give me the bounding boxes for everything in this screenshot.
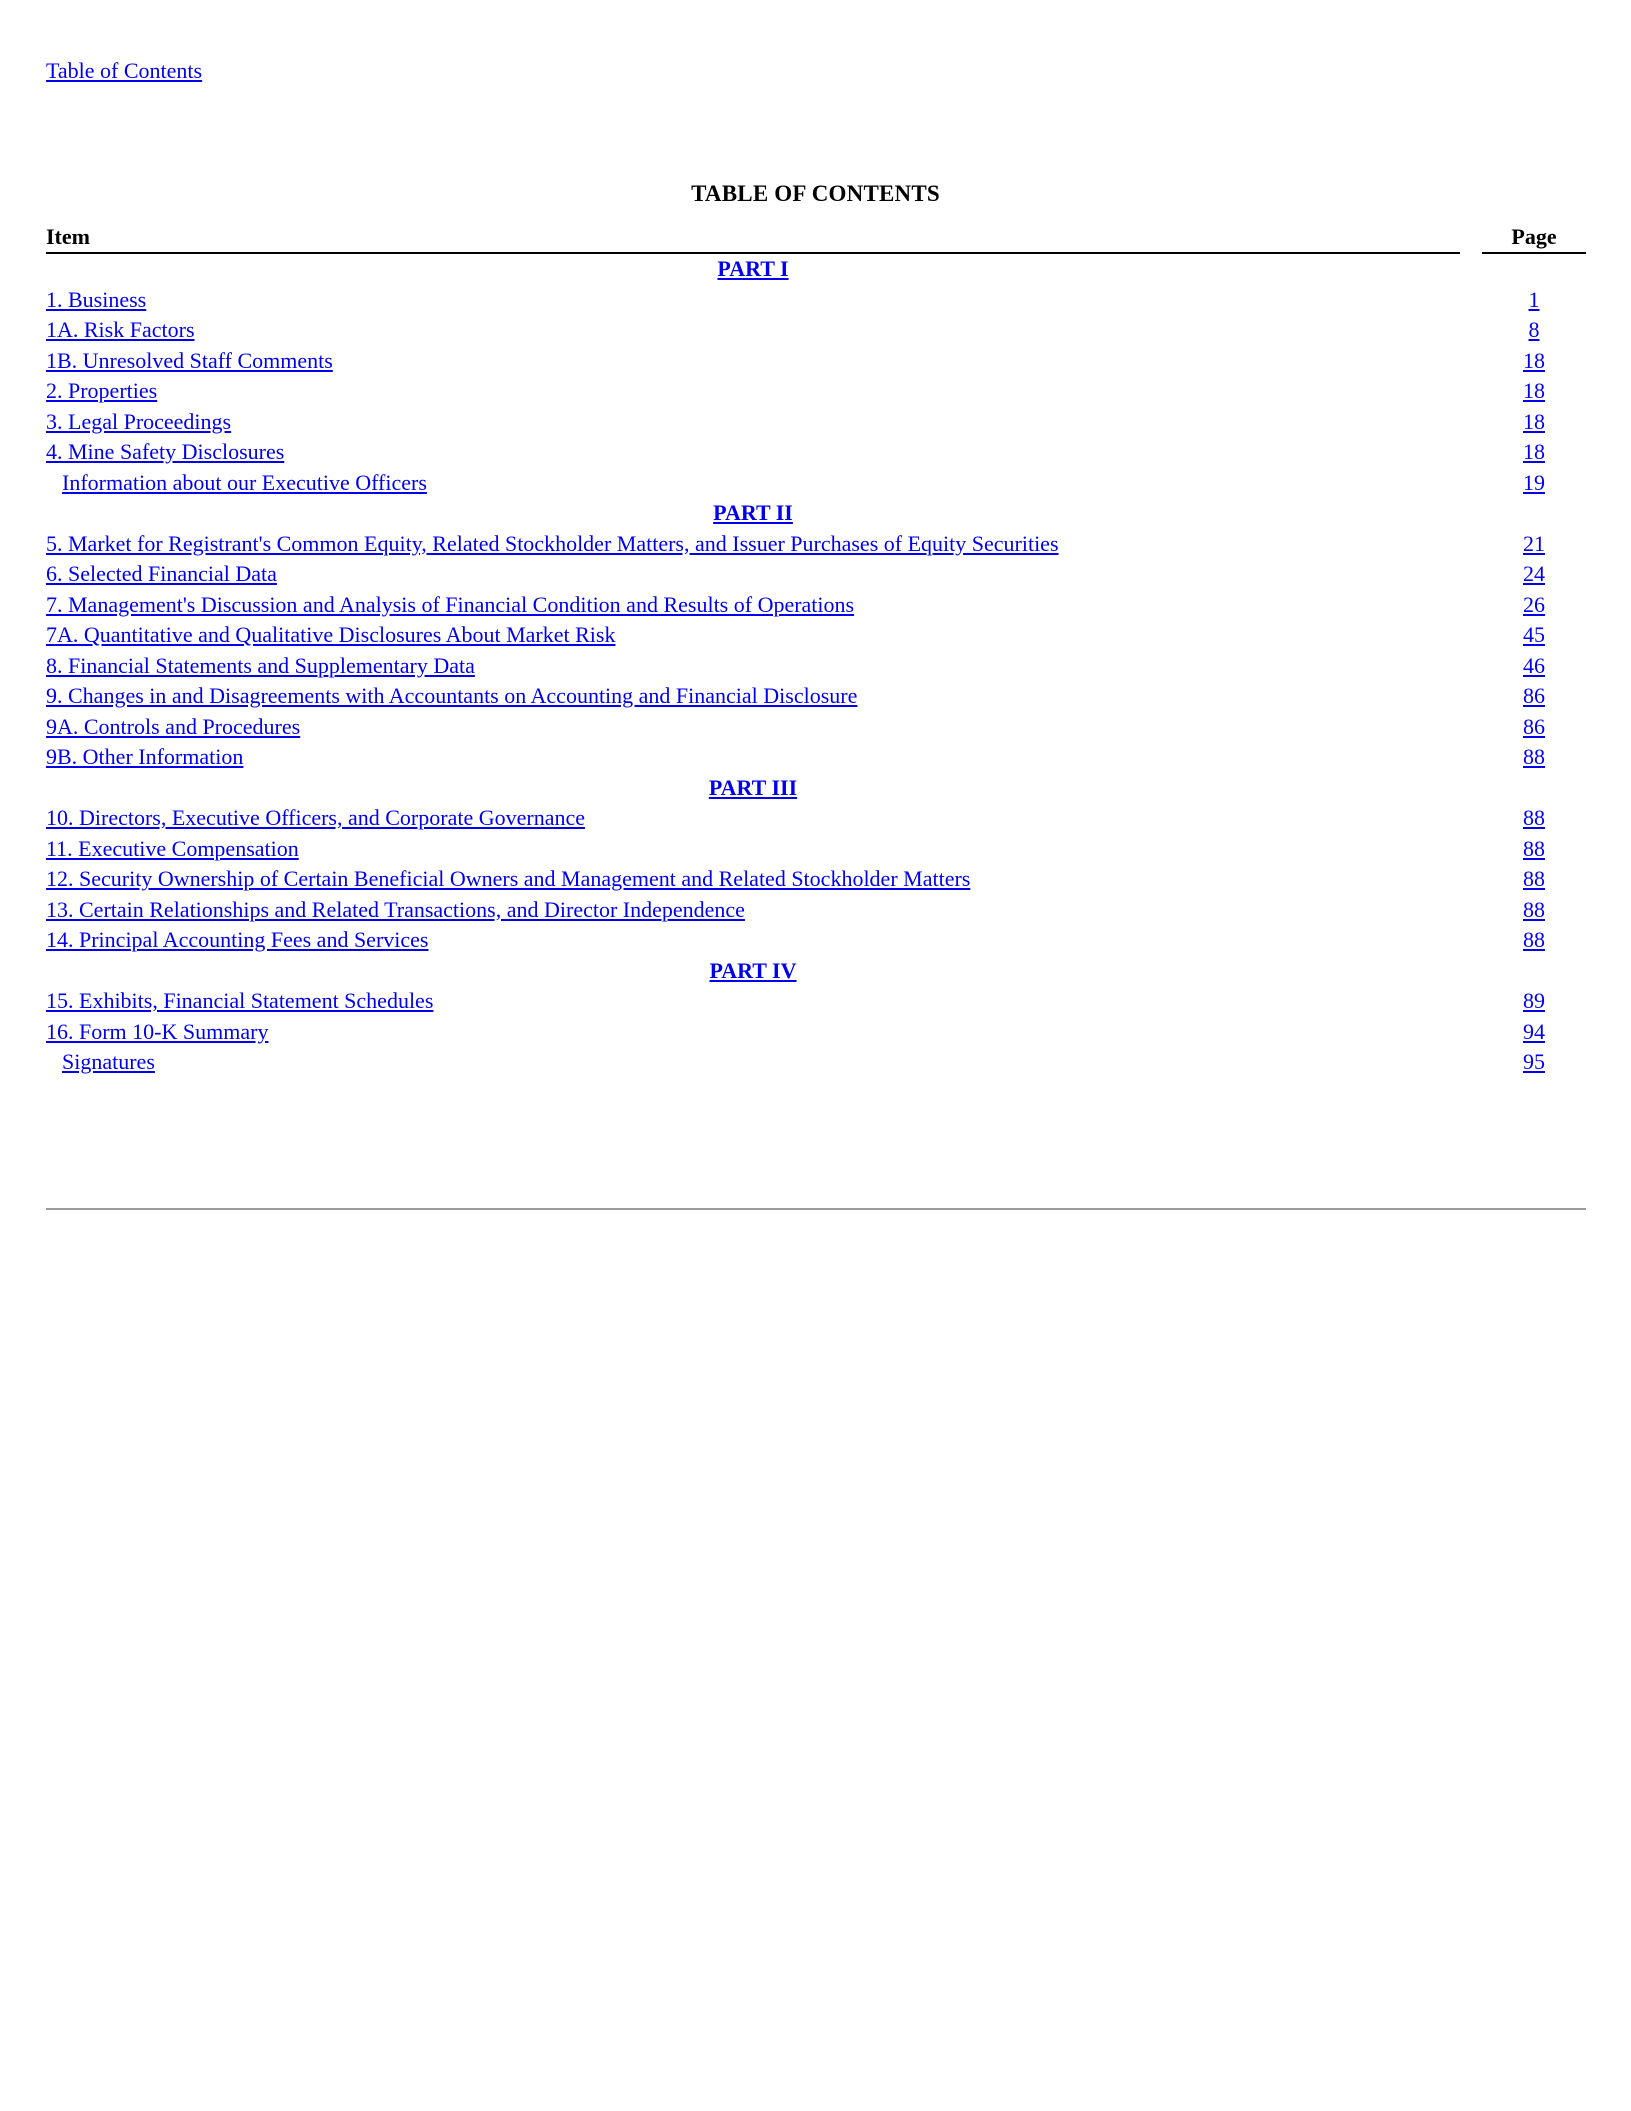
page-number-link[interactable]: 26 — [1523, 591, 1545, 617]
toc-row — [46, 437, 1586, 468]
part-heading — [46, 254, 1460, 285]
page-number-link[interactable]: 24 — [1523, 561, 1545, 586]
toc-item-link[interactable]: 1A. Risk Factors — [46, 317, 195, 342]
toc-row — [46, 407, 1586, 438]
toc-row — [46, 895, 1586, 926]
toc-row — [46, 834, 1586, 865]
toc-item-link[interactable]: 7A. Quantitative and Qualitative Disclosures About Market Risk — [46, 622, 616, 647]
toc-item-link[interactable]: Signatures — [62, 1049, 155, 1074]
part-link[interactable]: PART I — [717, 256, 789, 281]
toc-row — [46, 620, 1586, 651]
page-number-link[interactable]: 89 — [1523, 988, 1545, 1013]
page-number-link[interactable]: 18 — [1523, 408, 1545, 434]
toc-item-link[interactable]: 14. Principal Accounting Fees and Services — [46, 927, 429, 952]
toc-row — [46, 315, 1586, 346]
toc-header — [46, 222, 1586, 254]
toc-row — [46, 1017, 1586, 1048]
toc-item-link[interactable]: 13. Certain Relationships and Related Transactions, and Director Independence — [46, 896, 745, 922]
part-heading — [46, 498, 1460, 529]
page-number-link[interactable]: 94 — [1523, 1018, 1545, 1044]
page-number-link[interactable]: 88 — [1523, 866, 1545, 891]
toc-item-link[interactable]: 2. Properties — [46, 378, 158, 403]
toc-row — [46, 803, 1586, 834]
page-number-link[interactable]: 88 — [1523, 927, 1545, 952]
toc-row — [46, 590, 1586, 621]
toc-item-link[interactable]: 7. Management's Discussion and Analysis of Financial Condition and Results of Operations — [46, 591, 855, 617]
toc-item-link[interactable]: 9. Changes in and Disagreements with Accountants on Accounting and Financial Disclosure — [46, 683, 858, 708]
part-heading — [46, 773, 1460, 804]
toc-row — [46, 529, 1586, 560]
page-column-header: Page — [1482, 222, 1586, 254]
toc-row — [46, 1047, 1586, 1078]
part-heading — [46, 956, 1460, 987]
page-number-link[interactable]: 86 — [1523, 713, 1545, 739]
toc-item-link[interactable]: 16. Form 10-K Summary — [46, 1018, 269, 1044]
toc-row — [46, 468, 1586, 499]
page-number-link[interactable]: 88 — [1523, 805, 1545, 830]
toc-table — [46, 222, 1586, 1078]
toc-row — [46, 864, 1586, 895]
toc-row — [46, 986, 1586, 1017]
toc-row — [46, 559, 1586, 590]
part-link[interactable]: PART II — [713, 500, 793, 525]
page-number-link[interactable]: 86 — [1523, 683, 1545, 708]
page-number-link[interactable]: 19 — [1523, 469, 1545, 495]
page-number-link[interactable]: 21 — [1523, 530, 1545, 556]
toc-item-link[interactable]: 9B. Other Information — [46, 744, 244, 769]
page-number-link[interactable]: 88 — [1523, 744, 1545, 769]
toc-row — [46, 925, 1586, 956]
page-title: TABLE OF CONTENTS — [691, 181, 940, 206]
page-number-link[interactable]: 95 — [1523, 1049, 1545, 1074]
toc-row — [46, 346, 1586, 377]
page-number-link[interactable]: 45 — [1523, 622, 1545, 647]
toc-item-link[interactable]: 6. Selected Financial Data — [46, 561, 277, 586]
page-number-link[interactable]: 18 — [1523, 347, 1545, 373]
toc-item-link[interactable]: 5. Market for Registrant's Common Equity, Related Stockholder Matters, and Issuer Purchases of Equity Securities — [46, 530, 1059, 556]
toc-row — [46, 712, 1586, 743]
page-number-link[interactable]: 46 — [1523, 652, 1545, 678]
table-of-contents-link[interactable]: Table of Contents — [46, 58, 203, 83]
toc-item-link[interactable]: 11. Executive Compensation — [46, 835, 299, 861]
toc-item-link[interactable]: 1B. Unresolved Staff Comments — [46, 347, 333, 373]
item-column-header: Item — [46, 222, 1460, 254]
toc-item-link[interactable]: 15. Exhibits, Financial Statement Schedules — [46, 988, 434, 1013]
toc-item-link[interactable]: 10. Directors, Executive Officers, and Corporate Governance — [46, 805, 585, 830]
page-number-link[interactable]: 1 — [1528, 286, 1540, 312]
part-link[interactable]: PART III — [708, 774, 798, 800]
toc-item-link[interactable]: 1. Business — [46, 286, 147, 312]
toc-row — [46, 376, 1586, 407]
toc-item-link[interactable]: 9A. Controls and Procedures — [46, 713, 301, 739]
page-number-link[interactable]: 88 — [1523, 835, 1545, 861]
toc-item-link[interactable]: 8. Financial Statements and Supplementary Data — [46, 652, 475, 678]
page-number-link[interactable]: 18 — [1523, 439, 1545, 464]
toc-item-link[interactable]: 3. Legal Proceedings — [46, 408, 232, 434]
page-number-link[interactable]: 8 — [1528, 317, 1540, 342]
toc-item-link[interactable]: Information about our Executive Officers — [62, 469, 427, 495]
page-number-link[interactable]: 88 — [1523, 896, 1545, 922]
part-link[interactable]: PART IV — [709, 957, 797, 983]
toc-row — [46, 742, 1586, 773]
toc-row — [46, 681, 1586, 712]
toc-row — [46, 285, 1586, 316]
toc-row — [46, 651, 1586, 682]
page-number-link[interactable]: 18 — [1523, 378, 1545, 403]
toc-body — [46, 254, 1586, 1078]
toc-item-link[interactable]: 12. Security Ownership of Certain Beneficial Owners and Management and Related Stockholder Matters — [46, 866, 971, 891]
toc-item-link[interactable]: 4. Mine Safety Disclosures — [46, 439, 285, 464]
page-divider — [46, 1208, 1586, 1210]
